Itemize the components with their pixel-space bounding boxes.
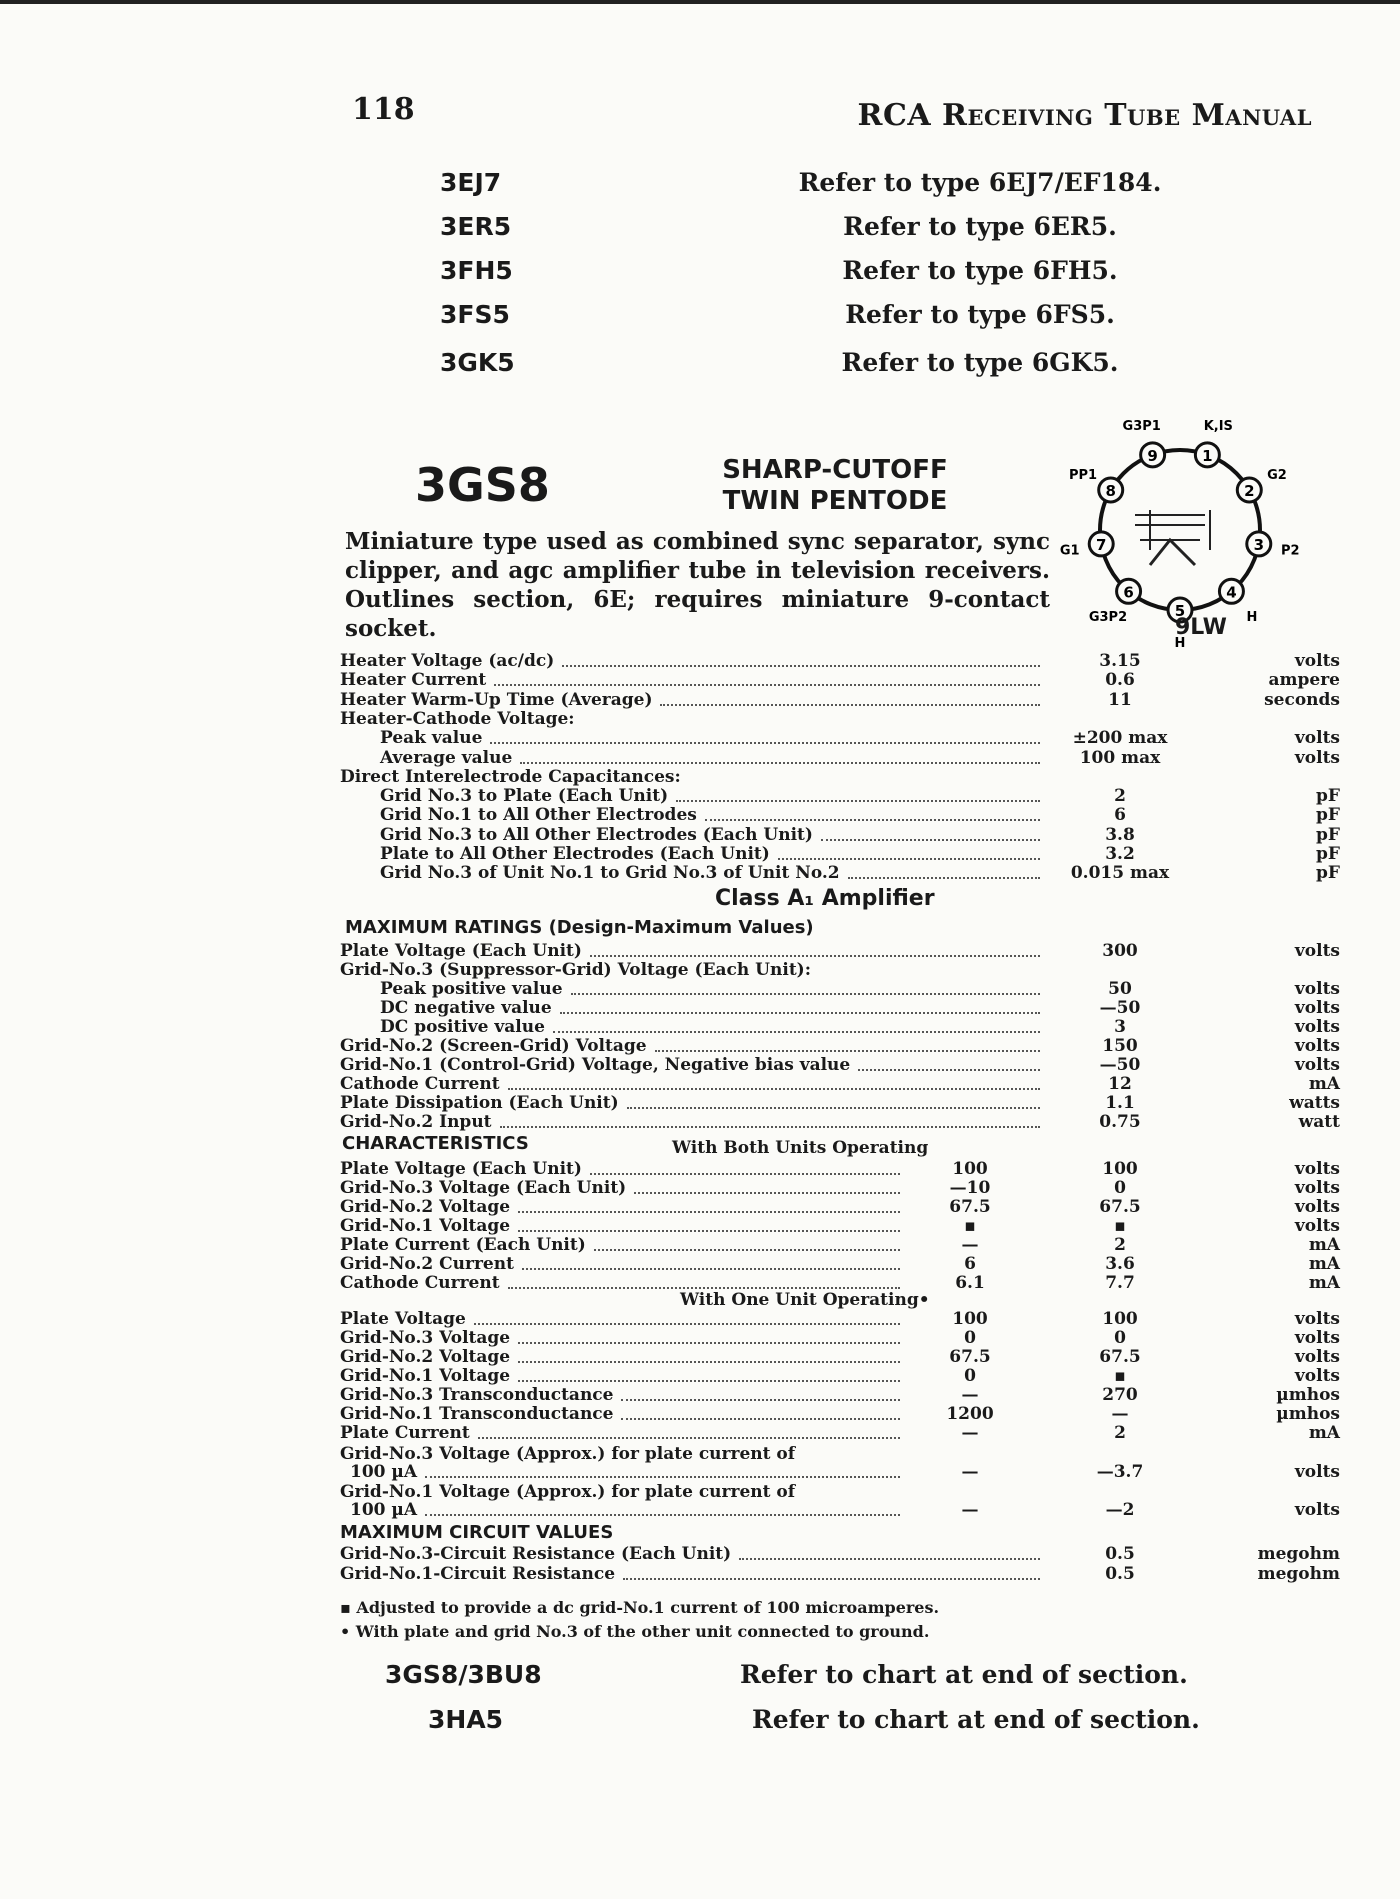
data-row xyxy=(340,1179,1340,1198)
leader-dots xyxy=(478,1437,900,1439)
row-value: 100 max xyxy=(1079,747,1161,768)
row-unit: pF xyxy=(1316,805,1340,826)
row-unit: volts xyxy=(1294,941,1340,961)
row-unit: volts xyxy=(1294,651,1340,671)
row-label: Grid-No.1 Voltage xyxy=(340,1366,511,1386)
row-unit: µmhos xyxy=(1276,1385,1340,1405)
row-unit: mA xyxy=(1308,1273,1340,1293)
row-value: 3.2 xyxy=(1105,844,1135,864)
leader-dots xyxy=(520,762,1040,764)
data-row xyxy=(340,768,1340,787)
data-row xyxy=(340,1348,1340,1367)
leader-dots xyxy=(623,1578,1040,1580)
row-unit: mA xyxy=(1308,1423,1340,1443)
row-unit: volts xyxy=(1294,1462,1340,1482)
row-value-1: 6.1 xyxy=(955,1273,985,1293)
row-value-1: 67.5 xyxy=(949,1197,991,1217)
row-value: 150 xyxy=(1102,1036,1138,1056)
row-value-2: 3.6 xyxy=(1105,1254,1135,1274)
data-row xyxy=(340,1217,1340,1236)
row-label: Grid-No.3 Transconductance xyxy=(340,1385,614,1405)
pin-label: P2 xyxy=(1281,543,1300,559)
pin-label: G3P1 xyxy=(1122,418,1161,434)
row-label: Heater Warm-Up Time (Average) xyxy=(340,689,653,710)
row-value: ±200 max xyxy=(1072,728,1168,749)
circuit-heading: MAXIMUM CIRCUIT VALUES xyxy=(340,1522,614,1543)
row-unit: volts xyxy=(1294,1197,1340,1217)
row-unit: µmhos xyxy=(1276,1404,1340,1424)
max-ratings xyxy=(340,942,1340,1132)
row-unit: pF xyxy=(1316,786,1340,807)
pin-label: H xyxy=(1174,636,1186,651)
leader-dots xyxy=(490,742,1040,744)
data-row xyxy=(340,1405,1340,1424)
row-value-2: 67.5 xyxy=(1099,1347,1141,1367)
row-value-1: 100 xyxy=(952,1159,988,1179)
leader-dots xyxy=(821,839,1040,841)
row-label: Grid-No.3 (Suppressor-Grid) Voltage (Each Unit): xyxy=(340,960,811,980)
leader-dots xyxy=(518,1211,900,1213)
one-unit-heading: With One Unit Operating• xyxy=(680,1290,930,1310)
top-rule xyxy=(0,0,1400,4)
data-row xyxy=(340,1094,1340,1113)
row-label: Peak value xyxy=(380,728,483,749)
leader-dots xyxy=(494,684,1040,686)
row-value-2: 2 xyxy=(1114,1423,1126,1443)
row-label: Grid-No.1 Transconductance xyxy=(340,1404,614,1424)
general-data xyxy=(340,652,1340,882)
tube-subtitle xyxy=(705,455,965,517)
leader-dots xyxy=(571,993,1040,995)
row-value-1: — xyxy=(961,1385,979,1405)
leader-dots xyxy=(425,1476,900,1478)
data-row xyxy=(340,1310,1340,1329)
characteristics-heading: CHARACTERISTICS xyxy=(342,1133,529,1154)
row-unit: mA xyxy=(1308,1254,1340,1274)
bottom-ref-row xyxy=(0,1660,1400,1694)
row-label: DC positive value xyxy=(380,1017,545,1037)
pin-number: 9 xyxy=(1147,446,1158,465)
ref-row xyxy=(0,256,1400,292)
row-label: Plate Voltage (Each Unit) xyxy=(340,941,582,961)
page-number: 118 xyxy=(352,92,415,127)
row-label: Plate Voltage xyxy=(340,1309,466,1329)
leader-dots xyxy=(522,1268,900,1270)
row-label: Peak positive value xyxy=(380,979,563,999)
row-value-2: —3.7 xyxy=(1096,1462,1144,1482)
leader-dots xyxy=(778,858,1040,860)
ref-text: Refer to chart at end of section. xyxy=(740,1660,1188,1689)
row-label: Heater Voltage (ac/dc) xyxy=(340,651,555,671)
ref-text: Refer to type 6FS5. xyxy=(845,300,1115,329)
leader-dots xyxy=(655,1050,1040,1052)
ref-row xyxy=(0,348,1400,384)
data-row xyxy=(340,999,1340,1018)
leader-dots xyxy=(474,1323,900,1325)
leader-dots xyxy=(560,1012,1040,1014)
data-row xyxy=(340,1037,1340,1056)
row-label: Grid-No.1 Voltage (Approx.) for plate current of xyxy=(340,1482,796,1502)
leader-dots xyxy=(518,1342,900,1344)
row-label: Grid-No.2 Input xyxy=(340,1112,492,1132)
leader-dots xyxy=(594,1249,900,1251)
row-unit: volts xyxy=(1294,1500,1340,1520)
data-row xyxy=(340,942,1340,961)
leader-dots xyxy=(508,1287,900,1289)
row-unit: volts xyxy=(1294,1328,1340,1348)
leader-dots xyxy=(562,665,1040,667)
leader-dots xyxy=(739,1558,1040,1560)
leader-dots xyxy=(848,877,1040,879)
data-row xyxy=(340,1463,1340,1482)
row-value-1: — xyxy=(961,1462,979,1482)
pin-number: 4 xyxy=(1226,583,1237,602)
data-row xyxy=(340,1056,1340,1075)
ref-type: 3EJ7 xyxy=(440,168,502,197)
both-units-heading: With Both Units Operating xyxy=(672,1138,929,1158)
both-units-data xyxy=(340,1160,1340,1300)
row-label: Grid-No.2 Voltage xyxy=(340,1347,511,1367)
ref-type: 3HA5 xyxy=(428,1705,504,1734)
row-value-2: 270 xyxy=(1102,1385,1138,1405)
ref-type: 3FS5 xyxy=(440,300,510,329)
row-value-1: — xyxy=(961,1235,979,1255)
data-row xyxy=(340,729,1340,748)
row-label: Plate Current xyxy=(340,1423,470,1443)
leader-dots xyxy=(590,1173,900,1175)
row-unit: volts xyxy=(1294,1178,1340,1198)
pin-label: G2 xyxy=(1267,468,1287,483)
pin-label: G3P2 xyxy=(1088,609,1128,625)
data-row xyxy=(340,1160,1340,1179)
data-row xyxy=(340,787,1340,806)
ref-row xyxy=(0,212,1400,248)
row-value-2: ▪ xyxy=(1114,1216,1126,1236)
pin-number: 2 xyxy=(1244,482,1255,500)
leader-dots xyxy=(660,704,1040,706)
data-row xyxy=(340,1367,1340,1386)
leader-dots xyxy=(705,819,1040,821)
ref-row xyxy=(0,300,1400,336)
leader-dots xyxy=(518,1361,900,1363)
row-value-2: 100 xyxy=(1102,1159,1138,1179)
pin-number: 3 xyxy=(1253,535,1265,554)
row-label: Grid No.1 to All Other Electrodes xyxy=(380,805,697,826)
row-unit: megohm xyxy=(1257,1564,1340,1584)
row-unit: watt xyxy=(1298,1112,1340,1132)
ref-text: Refer to type 6GK5. xyxy=(841,348,1119,377)
row-value-1: 0 xyxy=(964,1328,976,1348)
row-value: 3.15 xyxy=(1099,651,1141,671)
data-row xyxy=(340,961,1340,980)
row-value-2: 7.7 xyxy=(1105,1273,1135,1293)
row-unit: pF xyxy=(1316,844,1340,864)
row-value: 3 xyxy=(1114,1017,1126,1037)
leader-dots xyxy=(621,1399,900,1401)
data-row xyxy=(340,749,1340,768)
row-unit: watts xyxy=(1289,1093,1340,1113)
row-value: 0.75 xyxy=(1099,1112,1141,1132)
row-unit: megohm xyxy=(1257,1544,1340,1564)
row-value: 50 xyxy=(1108,979,1132,999)
row-label: Grid-No.2 (Screen-Grid) Voltage xyxy=(340,1036,647,1056)
pin-number: 5 xyxy=(1174,602,1186,620)
row-unit: volts xyxy=(1294,979,1340,999)
row-value-1: — xyxy=(961,1423,979,1443)
row-value-2: —2 xyxy=(1105,1500,1135,1520)
row-unit: volts xyxy=(1294,1036,1340,1056)
one-unit-data xyxy=(340,1310,1340,1450)
row-label: Average value xyxy=(380,747,513,768)
row-label: Direct Interelectrode Capacitances: xyxy=(340,766,681,787)
ref-text: Refer to chart at end of section. xyxy=(752,1705,1200,1734)
row-value-2: 2 xyxy=(1114,1235,1126,1255)
data-row xyxy=(340,806,1340,825)
row-label: Plate to All Other Electrodes (Each Unit) xyxy=(380,844,770,864)
row-value-1: 100 xyxy=(952,1309,988,1329)
row-unit: volts xyxy=(1294,1159,1340,1179)
row-unit: pF xyxy=(1316,863,1340,884)
subtitle-line-2: TWIN PENTODE xyxy=(722,486,948,516)
data-row xyxy=(340,1255,1340,1274)
row-value-1: 67.5 xyxy=(949,1347,991,1367)
pin-label: H xyxy=(1246,609,1258,625)
pin-label: G1 xyxy=(1059,543,1080,559)
heater-symbol xyxy=(1150,540,1195,565)
ref-row xyxy=(0,168,1400,204)
data-row xyxy=(340,980,1340,999)
subtitle-line-1: SHARP-CUTOFF xyxy=(722,455,948,485)
row-value: —50 xyxy=(1099,1055,1141,1075)
leader-dots xyxy=(508,1088,1040,1090)
row-label: Grid-No.3 Voltage (Each Unit) xyxy=(340,1178,627,1198)
data-row xyxy=(340,1236,1340,1255)
data-row xyxy=(340,1113,1340,1132)
row-label: Heater Current xyxy=(340,670,487,691)
row-value: —50 xyxy=(1099,998,1141,1018)
data-row xyxy=(340,1565,1340,1584)
leader-dots xyxy=(518,1380,900,1382)
leader-dots xyxy=(676,800,1040,802)
tube-type-title: 3GS8 xyxy=(415,458,550,512)
row-value-1: 6 xyxy=(964,1254,976,1274)
leader-dots xyxy=(634,1192,900,1194)
bottom-ref-row xyxy=(0,1705,1400,1739)
row-label-cont: 100 µA xyxy=(350,1500,418,1520)
max-ratings-heading: MAXIMUM RATINGS (Design-Maximum Values) xyxy=(345,917,814,938)
row-label: Grid-No.2 Current xyxy=(340,1254,514,1274)
data-row xyxy=(340,1545,1340,1564)
pin-number: 1 xyxy=(1202,446,1213,465)
row-label: Plate Current (Each Unit) xyxy=(340,1235,586,1255)
data-row xyxy=(340,671,1340,690)
row-unit: ampere xyxy=(1268,670,1340,691)
row-unit: volts xyxy=(1294,1055,1340,1075)
row-label: DC negative value xyxy=(380,998,552,1018)
ref-type: 3GS8/3BU8 xyxy=(385,1660,542,1689)
data-row xyxy=(340,1329,1340,1348)
row-unit: volts xyxy=(1294,1216,1340,1236)
row-label: Cathode Current xyxy=(340,1273,500,1293)
row-unit: seconds xyxy=(1264,689,1340,710)
row-value-1: —10 xyxy=(949,1178,991,1198)
data-row xyxy=(340,1386,1340,1405)
leader-dots xyxy=(553,1031,1040,1033)
row-label: Plate Voltage (Each Unit) xyxy=(340,1159,582,1179)
row-label-cont: 100 µA xyxy=(350,1462,418,1482)
row-unit: volts xyxy=(1294,1366,1340,1386)
row-unit: mA xyxy=(1308,1235,1340,1255)
data-row xyxy=(340,864,1340,883)
row-value-2: 0 xyxy=(1114,1178,1126,1198)
row-value: 0.5 xyxy=(1105,1544,1135,1564)
footnote-2: • With plate and grid No.3 of the other unit connected to ground. xyxy=(340,1622,930,1641)
ref-text: Refer to type 6FH5. xyxy=(842,256,1118,285)
data-row xyxy=(340,1018,1340,1037)
data-row xyxy=(340,1198,1340,1217)
row-label: Grid-No.1 (Control-Grid) Voltage, Negative bias value xyxy=(340,1055,851,1075)
leader-dots xyxy=(621,1418,900,1420)
row-label: Grid-No.1 Voltage xyxy=(340,1216,511,1236)
basing-code: 9LW xyxy=(1175,615,1227,640)
row-value-2: 0 xyxy=(1114,1328,1126,1348)
row-value-2: 100 xyxy=(1102,1309,1138,1329)
row-value: 0.5 xyxy=(1105,1564,1135,1584)
footnote-1: ▪ Adjusted to provide a dc grid-No.1 current of 100 microamperes. xyxy=(340,1598,940,1617)
data-row xyxy=(340,1424,1340,1443)
approx-data xyxy=(340,1445,1340,1525)
row-unit: mA xyxy=(1308,1074,1340,1094)
leader-dots xyxy=(518,1230,900,1232)
data-row xyxy=(340,845,1340,864)
ref-type: 3FH5 xyxy=(440,256,513,285)
row-value: 6 xyxy=(1114,805,1126,826)
ref-text: Refer to type 6EJ7/EF184. xyxy=(798,168,1162,197)
ref-text: Refer to type 6ER5. xyxy=(843,212,1117,241)
row-value: 12 xyxy=(1108,1074,1132,1094)
circuit-data xyxy=(340,1545,1340,1590)
leader-dots xyxy=(590,955,1040,957)
row-value-1: — xyxy=(961,1500,979,1520)
row-value: 300 xyxy=(1102,941,1138,961)
row-unit: volts xyxy=(1294,1017,1340,1037)
pin-label: K,IS xyxy=(1203,418,1233,434)
row-unit: volts xyxy=(1294,998,1340,1018)
row-label: Grid-No.3 Voltage (Approx.) for plate current of xyxy=(340,1444,796,1464)
row-label: Grid No.3 of Unit No.1 to Grid No.3 of Unit No.2 xyxy=(380,863,840,884)
running-head: RCA Receiving Tube Manual xyxy=(857,98,1312,133)
data-row xyxy=(340,710,1340,729)
data-row xyxy=(340,652,1340,671)
pin-number: 8 xyxy=(1105,482,1116,500)
row-unit: volts xyxy=(1294,728,1340,749)
row-label: Grid No.3 to Plate (Each Unit) xyxy=(380,786,669,807)
row-label: Grid-No.3-Circuit Resistance (Each Unit) xyxy=(340,1544,732,1564)
row-value: 11 xyxy=(1108,689,1132,710)
tube-description: Miniature type used as combined sync separator, sync clipper, and agc amplifier tube in television receivers. Outlines section, 6E; requires miniature 9-contact socket. xyxy=(345,528,1050,642)
row-unit: volts xyxy=(1294,1347,1340,1367)
data-row xyxy=(340,826,1340,845)
data-row xyxy=(340,1075,1340,1094)
row-value: 2 xyxy=(1114,786,1126,807)
row-value-2: ▪ xyxy=(1114,1366,1126,1386)
leader-dots xyxy=(425,1514,900,1516)
pin-label: PP1 xyxy=(1068,468,1098,483)
row-label: Cathode Current xyxy=(340,1074,500,1094)
leader-dots xyxy=(500,1126,1040,1128)
row-value-1: 1200 xyxy=(946,1404,994,1424)
class-heading: Class A₁ Amplifier xyxy=(715,886,935,911)
leader-dots xyxy=(627,1107,1040,1109)
data-row xyxy=(340,691,1340,710)
row-label: Plate Dissipation (Each Unit) xyxy=(340,1093,619,1113)
row-value: 3.8 xyxy=(1105,824,1135,845)
row-label: Grid-No.2 Voltage xyxy=(340,1197,511,1217)
row-value: 0.015 max xyxy=(1070,863,1170,884)
row-value: 0.6 xyxy=(1105,670,1135,691)
row-value: 1.1 xyxy=(1105,1093,1135,1113)
pin-number: 7 xyxy=(1095,535,1107,554)
row-value-1: 0 xyxy=(964,1366,976,1386)
row-value-2: 67.5 xyxy=(1099,1197,1141,1217)
ref-type: 3GK5 xyxy=(440,348,515,377)
row-unit: volts xyxy=(1294,1309,1340,1329)
data-row xyxy=(340,1445,1340,1464)
row-label: Grid-No.1-Circuit Resistance xyxy=(340,1564,616,1584)
data-row xyxy=(340,1501,1340,1520)
row-value-2: — xyxy=(1111,1404,1129,1424)
row-label: Grid No.3 to All Other Electrodes (Each Unit) xyxy=(380,824,813,845)
ref-type: 3ER5 xyxy=(440,212,512,241)
data-row xyxy=(340,1483,1340,1502)
leader-dots xyxy=(858,1069,1040,1071)
row-value-1: ▪ xyxy=(964,1216,976,1236)
pin-number: 6 xyxy=(1123,583,1134,602)
row-unit: pF xyxy=(1316,824,1340,845)
row-label: Grid-No.3 Voltage xyxy=(340,1328,511,1348)
row-unit: volts xyxy=(1294,747,1340,768)
row-label: Heater-Cathode Voltage: xyxy=(340,708,575,729)
